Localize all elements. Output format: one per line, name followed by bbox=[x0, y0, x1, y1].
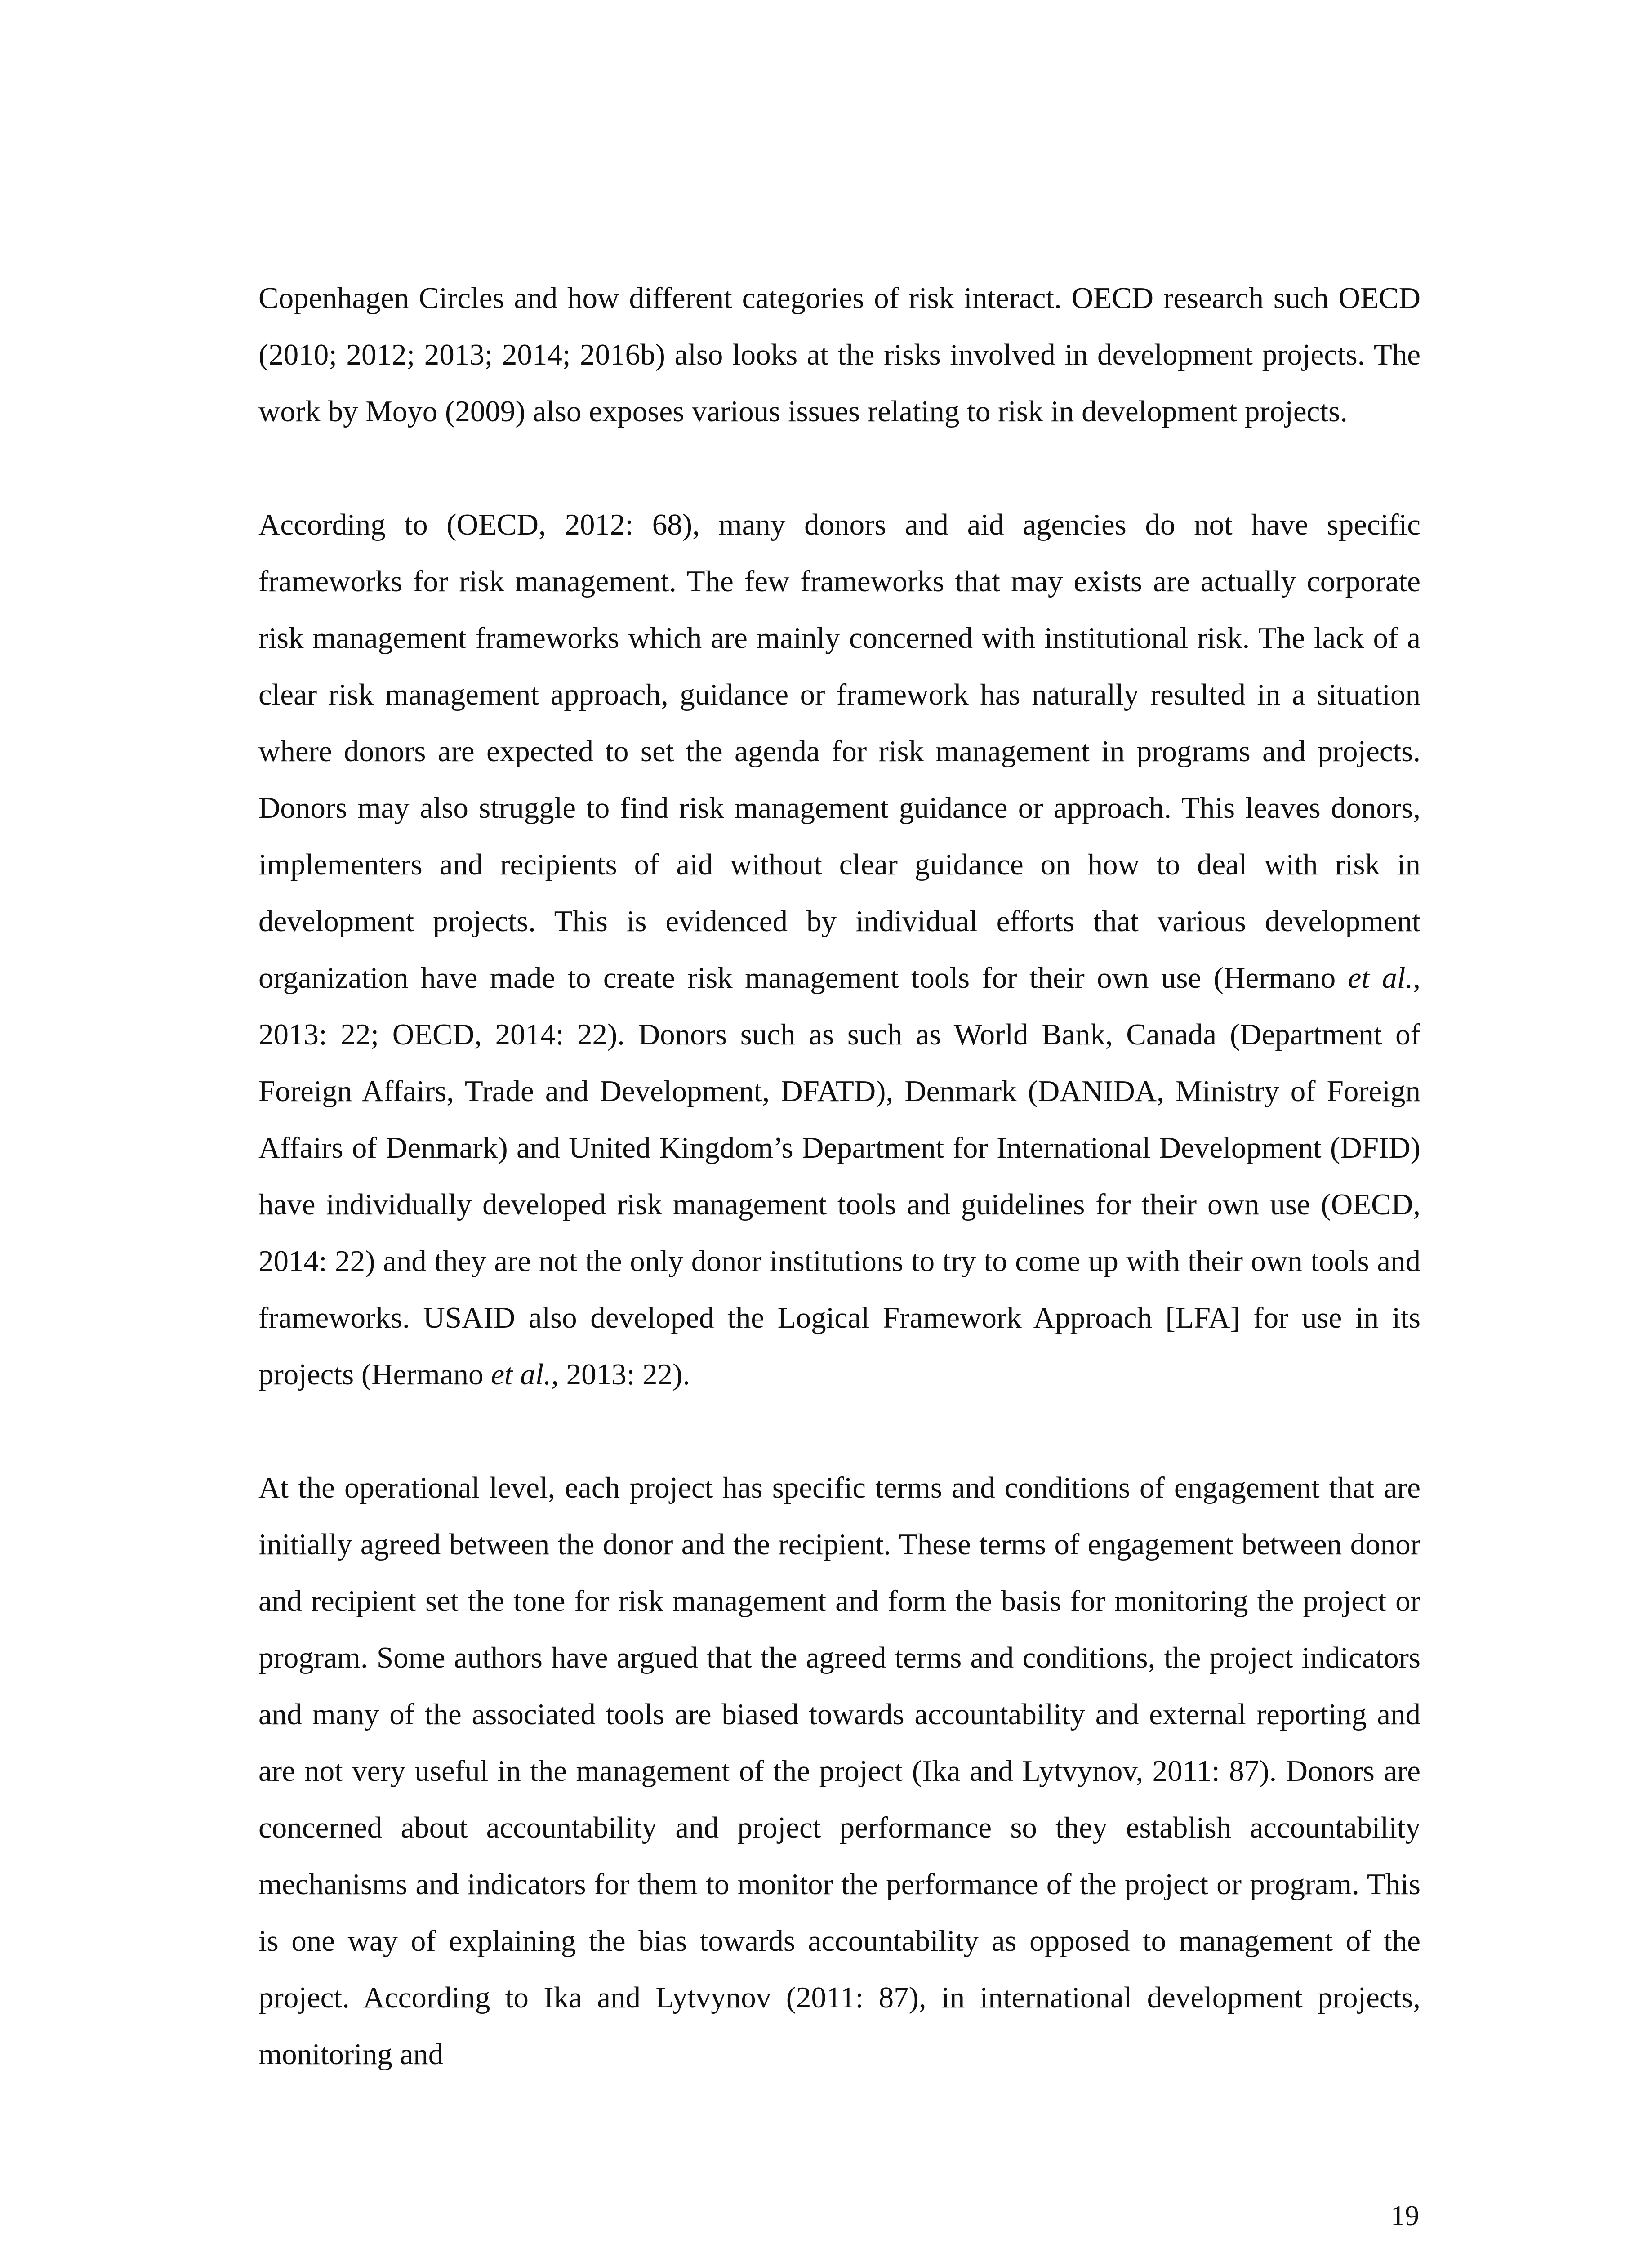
body-text bbox=[258, 270, 1420, 2083]
paragraph-operational-level bbox=[258, 1459, 1420, 2083]
page-number: 19 bbox=[1391, 2200, 1419, 2231]
paragraph-risk-frameworks bbox=[258, 496, 1420, 1403]
paragraph-text: , 2013: 22). bbox=[551, 1358, 690, 1391]
paragraph-text: , 2013: 22; OECD, 2014: 22). Donors such as such as World Bank, Canada (Department of Foreign Affairs, Trade and Development, DFATD), Denmark (DANIDA, Ministry of Foreign Affairs of Denmark) and United Kingdom’s Department for International Development (DFID) have individually developed risk management tools and guidelines for their own use (OECD, 2014: 22) and they are not the only donor institutions to try to come up with their own tools and frameworks. USAID also developed the Logical Framework Approach [LFA] for use in its projects (Hermano bbox=[258, 961, 1421, 1391]
paragraph-text: At the operational level, each project has specific terms and conditions of engagement that are initially agreed between the donor and the recipient. These terms of engagement between donor and recipient set the tone for risk management and form the basis for monitoring the project or program. Some authors have argued that the agreed terms and conditions, the project indicators and many of the associated tools are biased towards accountability and external reporting and are not very useful in the management of the project (Ika and Lytvynov, 2011: 87). Donors are concerned about accountability and project performance so they establish accountability mechanisms and indicators for them to monitor the performance of the project or program. This is one way of explaining the bias towards accountability as opposed to management of the project. According to Ika and Lytvynov (2011: 87), in international development projects, monitoring and bbox=[258, 1471, 1420, 2071]
paragraph-text: According to (OECD, 2012: 68), many donors and aid agencies do not have specific frameworks for risk management. The few frameworks that may exists are actually corporate risk management frameworks which are mainly concerned with institutional risk. The lack of a clear risk management approach, guidance or framework has naturally resulted in a situation where donors are expected to set the agenda for risk management in programs and projects. Donors may also struggle to find risk management guidance or approach. This leaves donors, implementers and recipients of aid without clear guidance on how to deal with risk in development projects. This is evidenced by individual efforts that various development organization have made to create risk management tools for their own use (Hermano bbox=[258, 508, 1420, 995]
paragraph-text: Copenhagen Circles and how different categories of risk interact. OECD research such OECD (2010; 2012; 2013; 2014; 2016b) also looks at the risks involved in development projects. The work by Moyo (2009) also exposes various issues relating to risk in development projects. bbox=[258, 281, 1420, 428]
italic-citation-et-al: et al. bbox=[491, 1358, 552, 1391]
paragraph-copenhagen-circles bbox=[258, 270, 1420, 440]
italic-citation-et-al: et al. bbox=[1348, 961, 1413, 995]
